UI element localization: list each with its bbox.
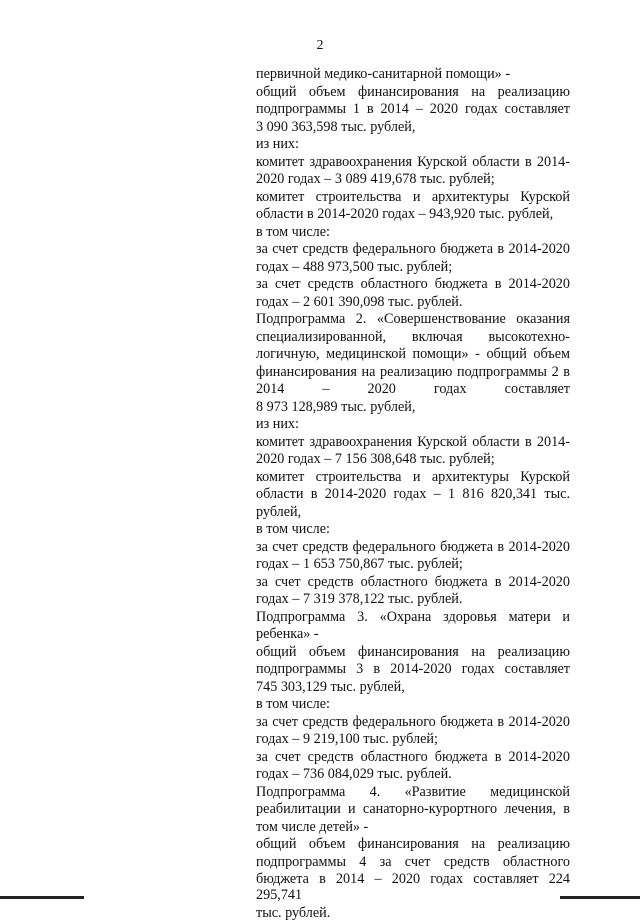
text-line: комитет строительства и архитектуры Курской <box>256 188 570 205</box>
text-line: бюджета в 2014 – 2020 годах составляет 224 295,741 <box>256 871 570 904</box>
text-line: ребенка» - <box>256 626 319 642</box>
text-line: за счет средств федерального бюджета в 2014-2020 <box>256 538 570 555</box>
text-line: подпрограммы 3 в 2014-2020 годах составляет <box>256 661 570 677</box>
text-line: 3 090 363,598 тыс. рублей, <box>256 118 416 135</box>
text-line: в том числе: <box>256 696 330 712</box>
text-line: за счет средств областного бюджета в 2014-2020 <box>256 276 570 292</box>
text-line: финансирования на реализацию подпрограммы 2 в <box>256 363 570 380</box>
text-line: за счет средств федерального бюджета в 2014-2020 <box>256 241 570 257</box>
text-line: годах – 9 219,100 тыс. рублей; <box>256 731 438 747</box>
text-line: комитет здравоохранения Курской области в 2014- <box>256 433 570 450</box>
text-line: Подпрограмма 4. «Развитие медицинской <box>256 783 570 800</box>
text-line: первичной медико-санитарной помощи» - <box>256 66 511 82</box>
text-line: из них: <box>256 416 299 432</box>
text-line: 745 303,129 тыс. рублей, <box>256 678 405 695</box>
text-line: годах – 7 319 378,122 тыс. рублей. <box>256 591 463 607</box>
text-line: 2014 – 2020 годах составляет <box>256 381 570 397</box>
text-line: подпрограммы 4 за счет средств областного <box>256 853 570 870</box>
text-line: годах – 2 601 390,098 тыс. рублей. <box>256 293 463 310</box>
text-line: комитет здравоохранения Курской области в 2014- <box>256 153 570 170</box>
page-number: 2 <box>316 38 324 53</box>
text-line: за счет средств федерального бюджета в 2014-2020 <box>256 713 570 730</box>
text-line: логичную, медицинской помощи» - общий объем <box>256 346 570 362</box>
text-line: 2020 годах – 3 089 419,678 тыс. рублей; <box>256 171 495 187</box>
text-line: общий объем финансирования на реализацию <box>256 836 570 852</box>
text-line: годах – 488 973,500 тыс. рублей; <box>256 258 453 275</box>
text-line: области в 2014-2020 годах – 943,920 тыс. рублей, <box>256 206 554 222</box>
text-line: за счет средств областного бюджета в 2014-2020 <box>256 748 570 765</box>
text-line: 2020 годах – 7 156 308,648 тыс. рублей; <box>256 451 495 467</box>
text-line: 8 973 128,989 тыс. рублей, <box>256 398 416 415</box>
text-line: рублей, <box>256 503 302 520</box>
text-line: Подпрограмма 3. «Охрана здоровья матери и <box>256 608 570 625</box>
text-line: общий объем финансирования на реализацию <box>256 643 570 660</box>
text-line: из них: <box>256 136 299 152</box>
text-line: Подпрограмма 2. «Совершенствование оказания <box>256 311 570 327</box>
text-line: в том числе: <box>256 223 330 240</box>
text-line: тыс. рублей. <box>256 904 331 921</box>
text-line: подпрограммы 1 в 2014 – 2020 годах составляет <box>256 101 570 117</box>
text-line: в том числе: <box>256 521 330 537</box>
text-line: реабилитации и санаторно-курортного лечения, в <box>256 801 570 817</box>
text-line: комитет строительства и архитектуры Курской <box>256 468 570 485</box>
text-line: за счет средств областного бюджета в 2014-2020 <box>256 573 570 590</box>
text-line: специализированной, включая высокотехно- <box>256 328 570 345</box>
text-line: общий объем финансирования на реализацию <box>256 83 570 100</box>
text-line: годах – 1 653 750,867 тыс. рублей; <box>256 556 463 572</box>
text-line: годах – 736 084,029 тыс. рублей. <box>256 766 452 782</box>
scan-edge-mark <box>0 896 84 899</box>
text-line: области в 2014-2020 годах – 1 816 820,341 тыс. <box>256 486 570 502</box>
document-text-column <box>256 66 570 922</box>
text-line: том числе детей» - <box>256 818 369 835</box>
scan-edge-mark <box>560 896 640 899</box>
